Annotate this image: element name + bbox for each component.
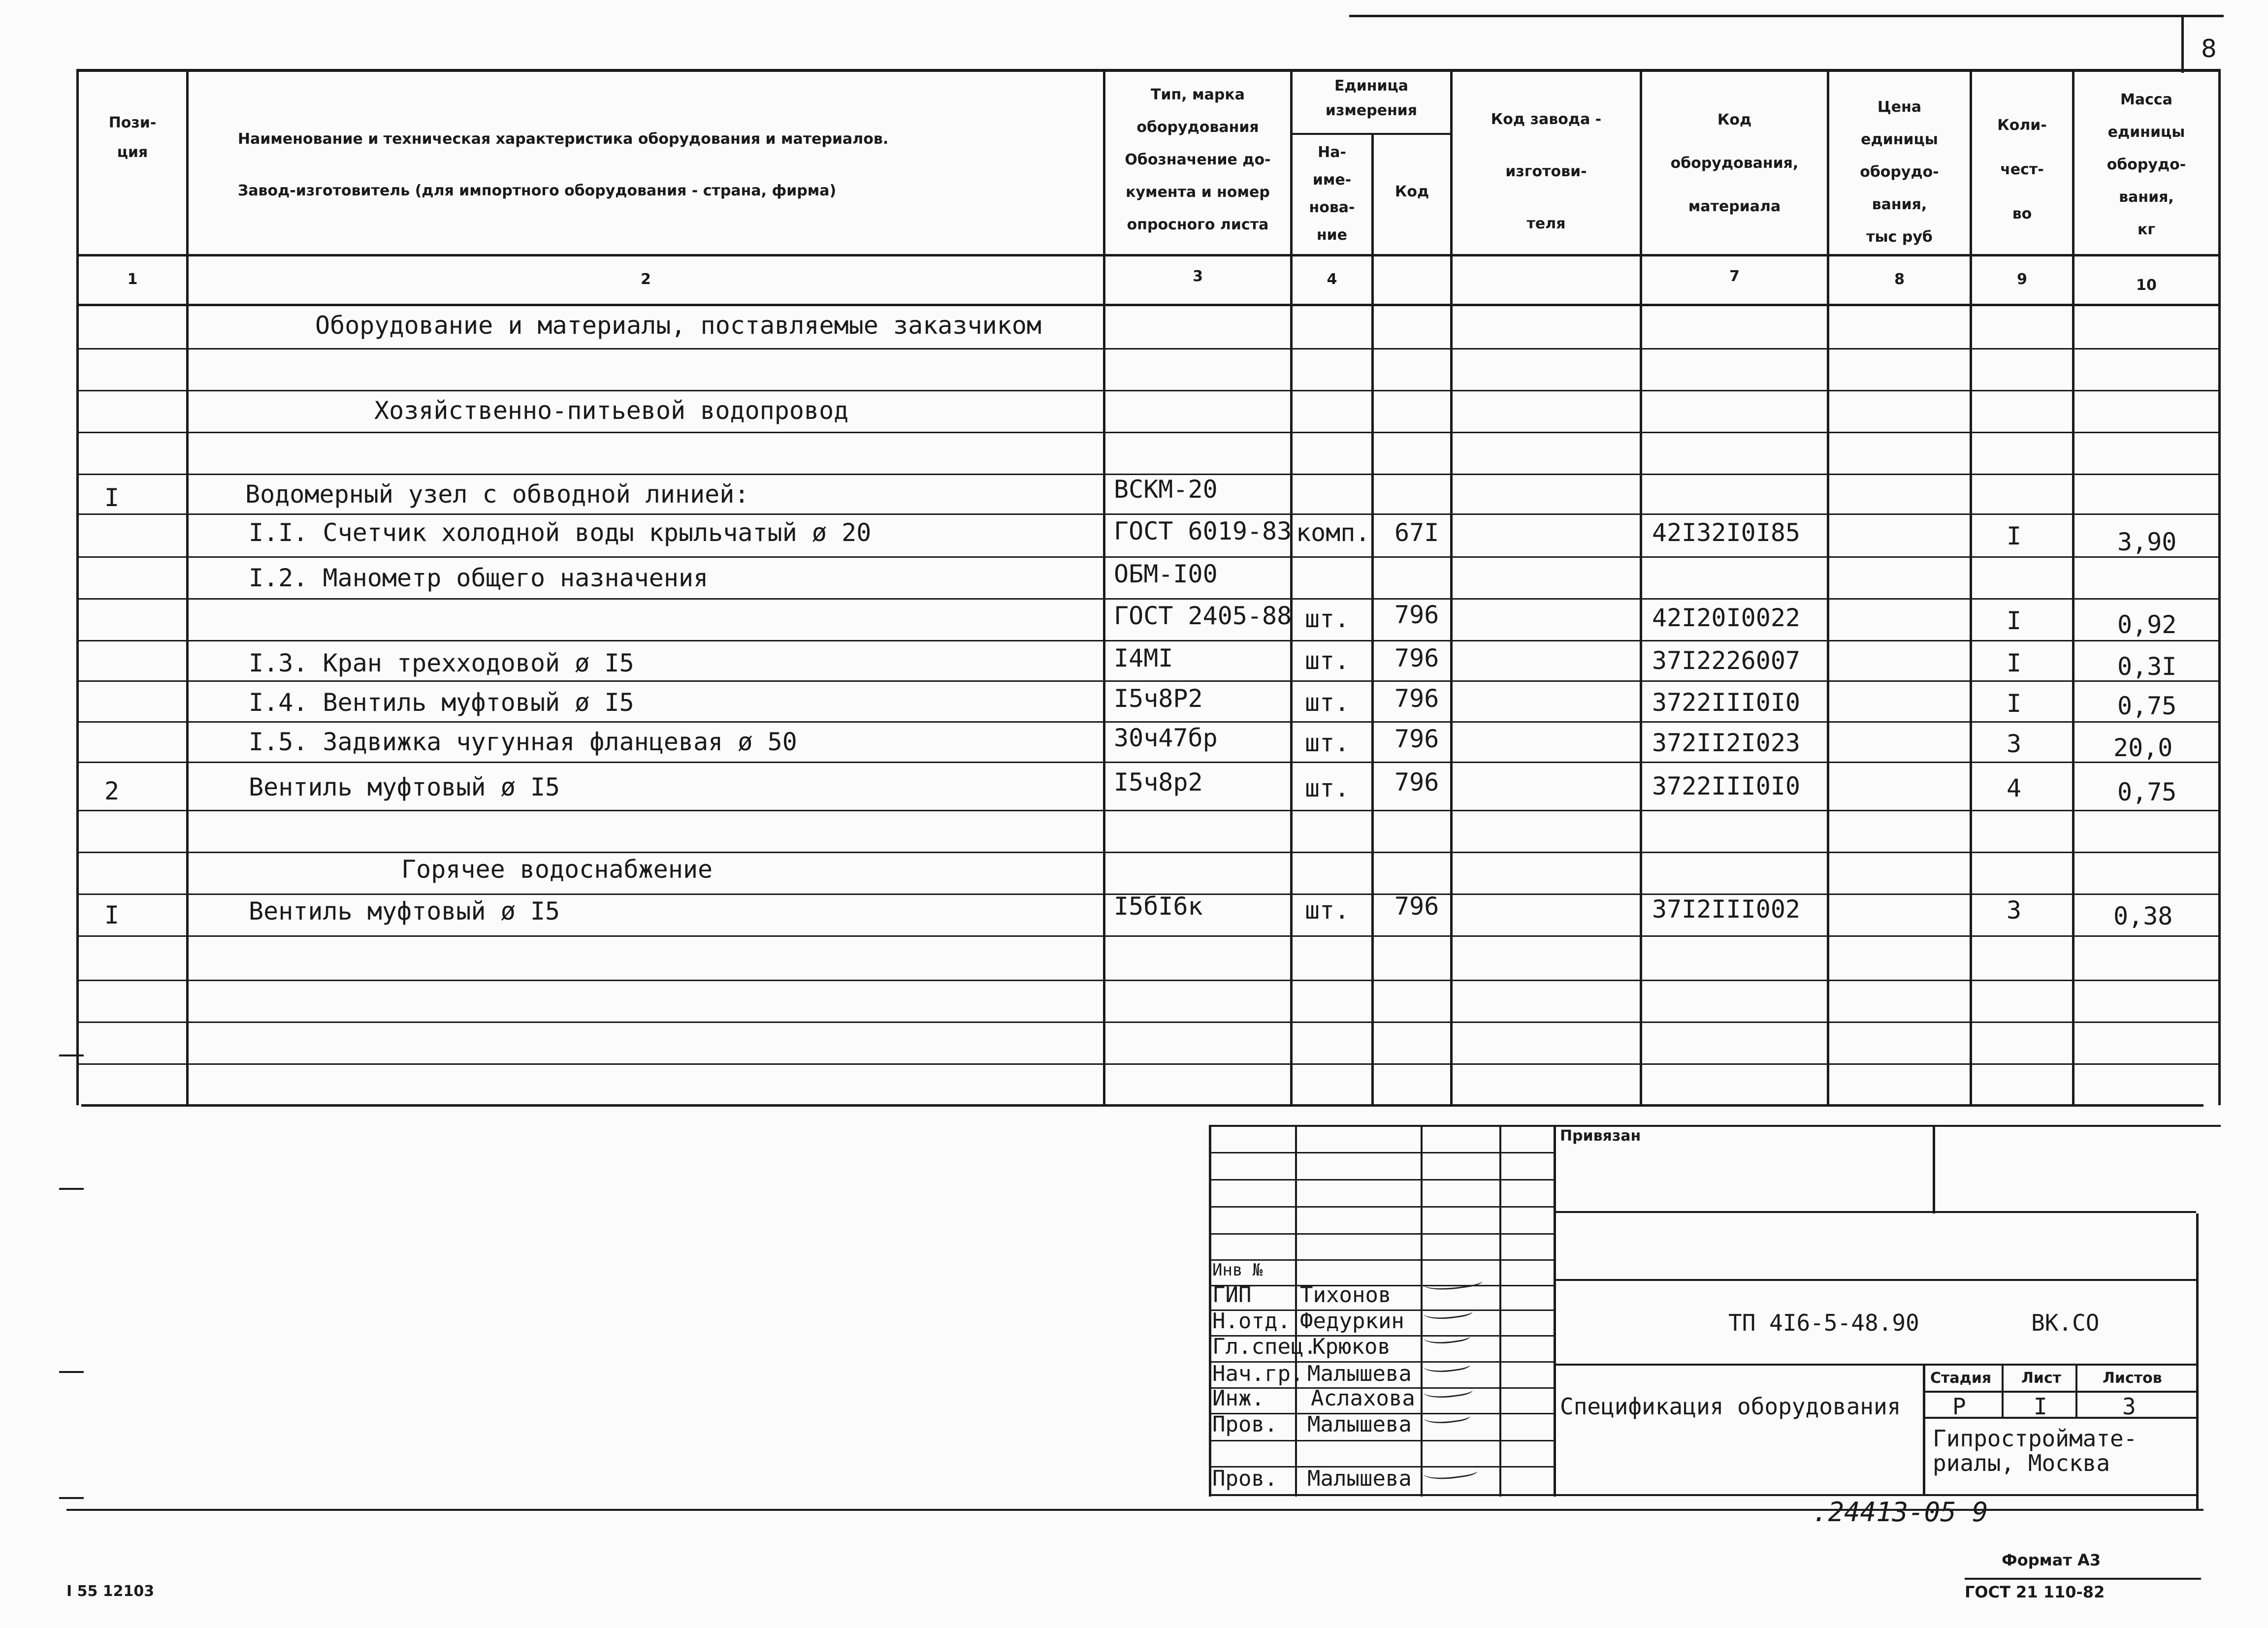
stamp-line — [1923, 1391, 2199, 1393]
header-line: Единица — [1334, 77, 1408, 95]
signature-mark — [1422, 1326, 1470, 1347]
table-row-pos: I — [104, 901, 120, 929]
left-archive-code: I 55 12103 — [66, 1583, 155, 1600]
table-row-qty: 4 — [2007, 774, 2022, 802]
signature-mark — [1422, 1380, 1473, 1401]
header-line: Обозначение до- — [1125, 151, 1271, 168]
table-row-code: 796 — [1394, 768, 1439, 797]
stage-label: Стадия — [1930, 1370, 1992, 1387]
table-row-mass: 20,0 — [2113, 734, 2173, 762]
header-line: На- — [1318, 144, 1346, 161]
header-line: во — [2012, 205, 2032, 223]
table-row-name: I.5. Задвижка чугунная фланцевая ø 50 — [249, 728, 797, 756]
subsection-heading: Горячее водоснабжение — [401, 855, 713, 884]
table-row-mass: 0,3I — [2117, 652, 2177, 681]
table-row-mass: 0,38 — [2113, 902, 2173, 930]
signature-mark — [1422, 1406, 1470, 1427]
table-row-name: I.2. Манометр общего назначения — [249, 564, 709, 592]
table-row-eq-code: 3722III0I0 — [1652, 772, 1801, 800]
table-row-qty: I — [2007, 607, 2022, 635]
table-row-type: I5бI6к — [1114, 892, 1203, 921]
table-row-code: 67I — [1394, 518, 1439, 547]
table-row-name: Вентиль муфтовый ø I5 — [249, 773, 560, 801]
signature-mark — [1422, 1301, 1473, 1322]
stamp-line — [1556, 1279, 2196, 1281]
sheet-value: I — [2034, 1393, 2047, 1420]
format-label: Формат А3 — [2002, 1551, 2101, 1569]
header-line: име- — [1312, 171, 1352, 189]
staff-role: Пров. — [1212, 1412, 1278, 1437]
table-row-qty: 3 — [2007, 730, 2022, 758]
header-line: Цена — [1877, 98, 1922, 116]
signature-mark — [1422, 1355, 1470, 1375]
stamp-line — [1923, 1364, 1925, 1494]
subsection-heading: Хозяйственно-питьевой водопровод — [374, 396, 849, 425]
table-row-type: I5ч8Р2 — [1114, 684, 1203, 713]
page-number: 8 — [2201, 34, 2217, 63]
header-line: ция — [117, 144, 148, 161]
sheets-label: Листов — [2103, 1370, 2162, 1387]
colnum-7: 7 — [1729, 268, 1740, 285]
stamp-line — [1209, 1179, 1554, 1181]
organization-line: риалы, Москва — [1933, 1450, 2110, 1476]
table-row-pos: I — [104, 483, 120, 512]
table-row-eq-code: 42I32I0I85 — [1652, 518, 1801, 547]
stamp-line — [1209, 1494, 2199, 1496]
table-row-code: 796 — [1394, 725, 1439, 753]
table-row-unit: шт. — [1305, 646, 1350, 675]
colnum-10: 10 — [2136, 277, 2157, 294]
footer-rule — [1965, 1578, 2201, 1580]
header-line: оборудо- — [2106, 156, 2186, 173]
sheets-value: 3 — [2122, 1393, 2136, 1420]
table-row-type: ВСКМ-20 — [1114, 475, 1218, 504]
signature-mark — [1423, 1271, 1483, 1293]
gost-label: ГОСТ 21 110-82 — [1965, 1583, 2105, 1601]
staff-name: Малышева — [1307, 1466, 1412, 1491]
table-row-name: I.3. Кран трехходовой ø I5 — [249, 649, 634, 677]
table-row-mass: 0,75 — [2117, 778, 2177, 806]
table-row-eq-code: 42I20I0022 — [1652, 604, 1801, 632]
stamp-line — [1209, 1233, 1554, 1235]
table-row-eq-code: 37I2III002 — [1652, 895, 1801, 924]
colnum-9: 9 — [2017, 271, 2027, 288]
staff-name: Малышева — [1307, 1412, 1412, 1437]
table-row-name: I.I. Счетчик холодной воды крыльчатый ø 20 — [249, 518, 872, 547]
header-line: измерения — [1325, 102, 1418, 119]
sheet-label: Лист — [2021, 1370, 2062, 1387]
header-line: оборудо- — [1860, 163, 1939, 181]
header-line: Пози- — [108, 114, 157, 131]
header-line: материала — [1688, 198, 1781, 215]
header-line: изготови- — [1505, 163, 1587, 180]
table-row-pos: 2 — [104, 777, 120, 805]
header-line: теля — [1526, 215, 1566, 232]
table-row-type: I4MI — [1114, 644, 1173, 672]
table-row-qty: I — [2007, 649, 2022, 677]
header-unit-code: Код — [1394, 183, 1429, 200]
stage-value: Р — [1952, 1393, 1966, 1420]
colnum-3: 3 — [1193, 268, 1203, 285]
staff-name: Федуркин — [1300, 1309, 1404, 1334]
header-line: Тип, марка — [1151, 86, 1245, 103]
stamp-line — [1209, 1206, 1554, 1208]
table-row-name: I.4. Вентиль муфтовый ø I5 — [249, 688, 634, 717]
stamp-line — [1209, 1125, 2221, 1127]
header-line: опросного листа — [1127, 216, 1269, 233]
table-row-qty: I — [2007, 689, 2022, 718]
table-row-unit: шт. — [1305, 774, 1350, 802]
table-row-unit: комп. — [1296, 518, 1370, 547]
staff-name: Аслахова — [1311, 1386, 1415, 1411]
header-line: оборудования — [1136, 119, 1259, 136]
table-row-unit: шт. — [1305, 605, 1350, 633]
stamp-line — [1209, 1440, 1554, 1441]
table-row-code: 796 — [1394, 601, 1439, 629]
table-row-type: 30ч47бр — [1114, 724, 1218, 752]
header-line: нова- — [1309, 199, 1355, 216]
staff-name: Крюков — [1312, 1334, 1391, 1359]
header-line: единицы — [1861, 131, 1938, 148]
staff-role: Нач.гр. — [1212, 1361, 1304, 1386]
header-line: вания, — [2119, 189, 2174, 206]
colnum-2: 2 — [641, 271, 651, 288]
stamp-line — [2075, 1364, 2077, 1418]
header-line: Код завода - — [1490, 111, 1602, 128]
table-row-type: I5ч8р2 — [1114, 768, 1203, 797]
attached-label: Привязан — [1560, 1127, 1641, 1145]
header-line: чест- — [2000, 161, 2044, 178]
table-row-type: ГОСТ 6019-83 — [1114, 517, 1292, 545]
inv-label: Инв № — [1212, 1260, 1263, 1280]
header-line: единицы — [2107, 124, 2185, 141]
table-row-qty: I — [2007, 522, 2022, 550]
table-row-unit: шт. — [1305, 688, 1350, 717]
header-line: Коли- — [1997, 117, 2047, 134]
colnum-4: 4 — [1327, 271, 1337, 288]
header-line: кг — [2137, 221, 2156, 238]
table-row-code: 796 — [1394, 892, 1439, 921]
staff-role: Пров. — [1212, 1466, 1278, 1491]
section-heading: Оборудование и материалы, поставляемые заказчиком — [315, 311, 1042, 340]
table-row-type: ГОСТ 2405-88 — [1114, 602, 1292, 630]
header-line: тыс руб — [1866, 228, 1933, 246]
table-row-name: Водомерный узел с обводной линией: — [245, 480, 749, 509]
table-row-mass: 0,92 — [2117, 610, 2177, 639]
signature-mark — [1423, 1461, 1478, 1482]
document-title: Спецификация оборудования — [1560, 1393, 1901, 1420]
header-line: оборудования, — [1670, 155, 1799, 172]
colnum-1: 1 — [127, 271, 138, 288]
table-row-code: 796 — [1394, 684, 1439, 713]
stamp-line — [1933, 1125, 1935, 1213]
header-line: Наименование и техническая характеристика оборудования и материалов. — [238, 130, 889, 148]
header-line: Масса — [2120, 91, 2172, 108]
staff-role: Гл.спец. — [1212, 1334, 1317, 1359]
table-row-eq-code: 372II2I023 — [1652, 729, 1801, 757]
stamp-line — [1556, 1364, 2196, 1366]
staff-role: ГИП — [1212, 1282, 1252, 1308]
stamp-line — [1554, 1125, 1556, 1497]
staff-role: Н.отд. — [1212, 1309, 1291, 1334]
table-row-mass: 3,90 — [2117, 528, 2177, 556]
table-row-eq-code: 37I2226007 — [1652, 646, 1801, 675]
header-line: вания, — [1872, 196, 1927, 213]
table-row-mass: 0,75 — [2117, 692, 2177, 720]
stamp-line — [2002, 1364, 2004, 1418]
table-row-type: ОБМ-I00 — [1114, 560, 1218, 588]
staff-name: Тихонов — [1300, 1282, 1392, 1308]
stamp-line — [1556, 1211, 2196, 1213]
colnum-8: 8 — [1894, 271, 1905, 288]
table-row-unit: шт. — [1305, 729, 1350, 757]
staff-name: Малышева — [1307, 1361, 1412, 1386]
table-row-qty: 3 — [2007, 896, 2022, 925]
document-mark: ВК.СО — [2031, 1309, 2100, 1336]
stamp-line — [1209, 1152, 1554, 1153]
header-line: ние — [1316, 226, 1348, 244]
table-row-code: 796 — [1394, 644, 1439, 672]
document-number: .24413-05 9 — [1812, 1497, 1988, 1528]
header-line: кумента и номер — [1126, 184, 1270, 201]
stamp-line — [2196, 1213, 2199, 1509]
organization-line: Гипростройматe- — [1933, 1425, 2138, 1452]
table-row-unit: шт. — [1305, 896, 1350, 925]
table-row-name: Вентиль муфтовый ø I5 — [249, 897, 560, 926]
header-line: Завод-изготовитель (для импортного оборудования - страна, фирма) — [238, 182, 837, 199]
header-line: Код — [1717, 111, 1752, 128]
table-row-eq-code: 3722III0I0 — [1652, 688, 1801, 717]
document-code: ТП 4I6-5-48.90 — [1728, 1309, 1919, 1336]
staff-role: Инж. — [1212, 1386, 1264, 1411]
